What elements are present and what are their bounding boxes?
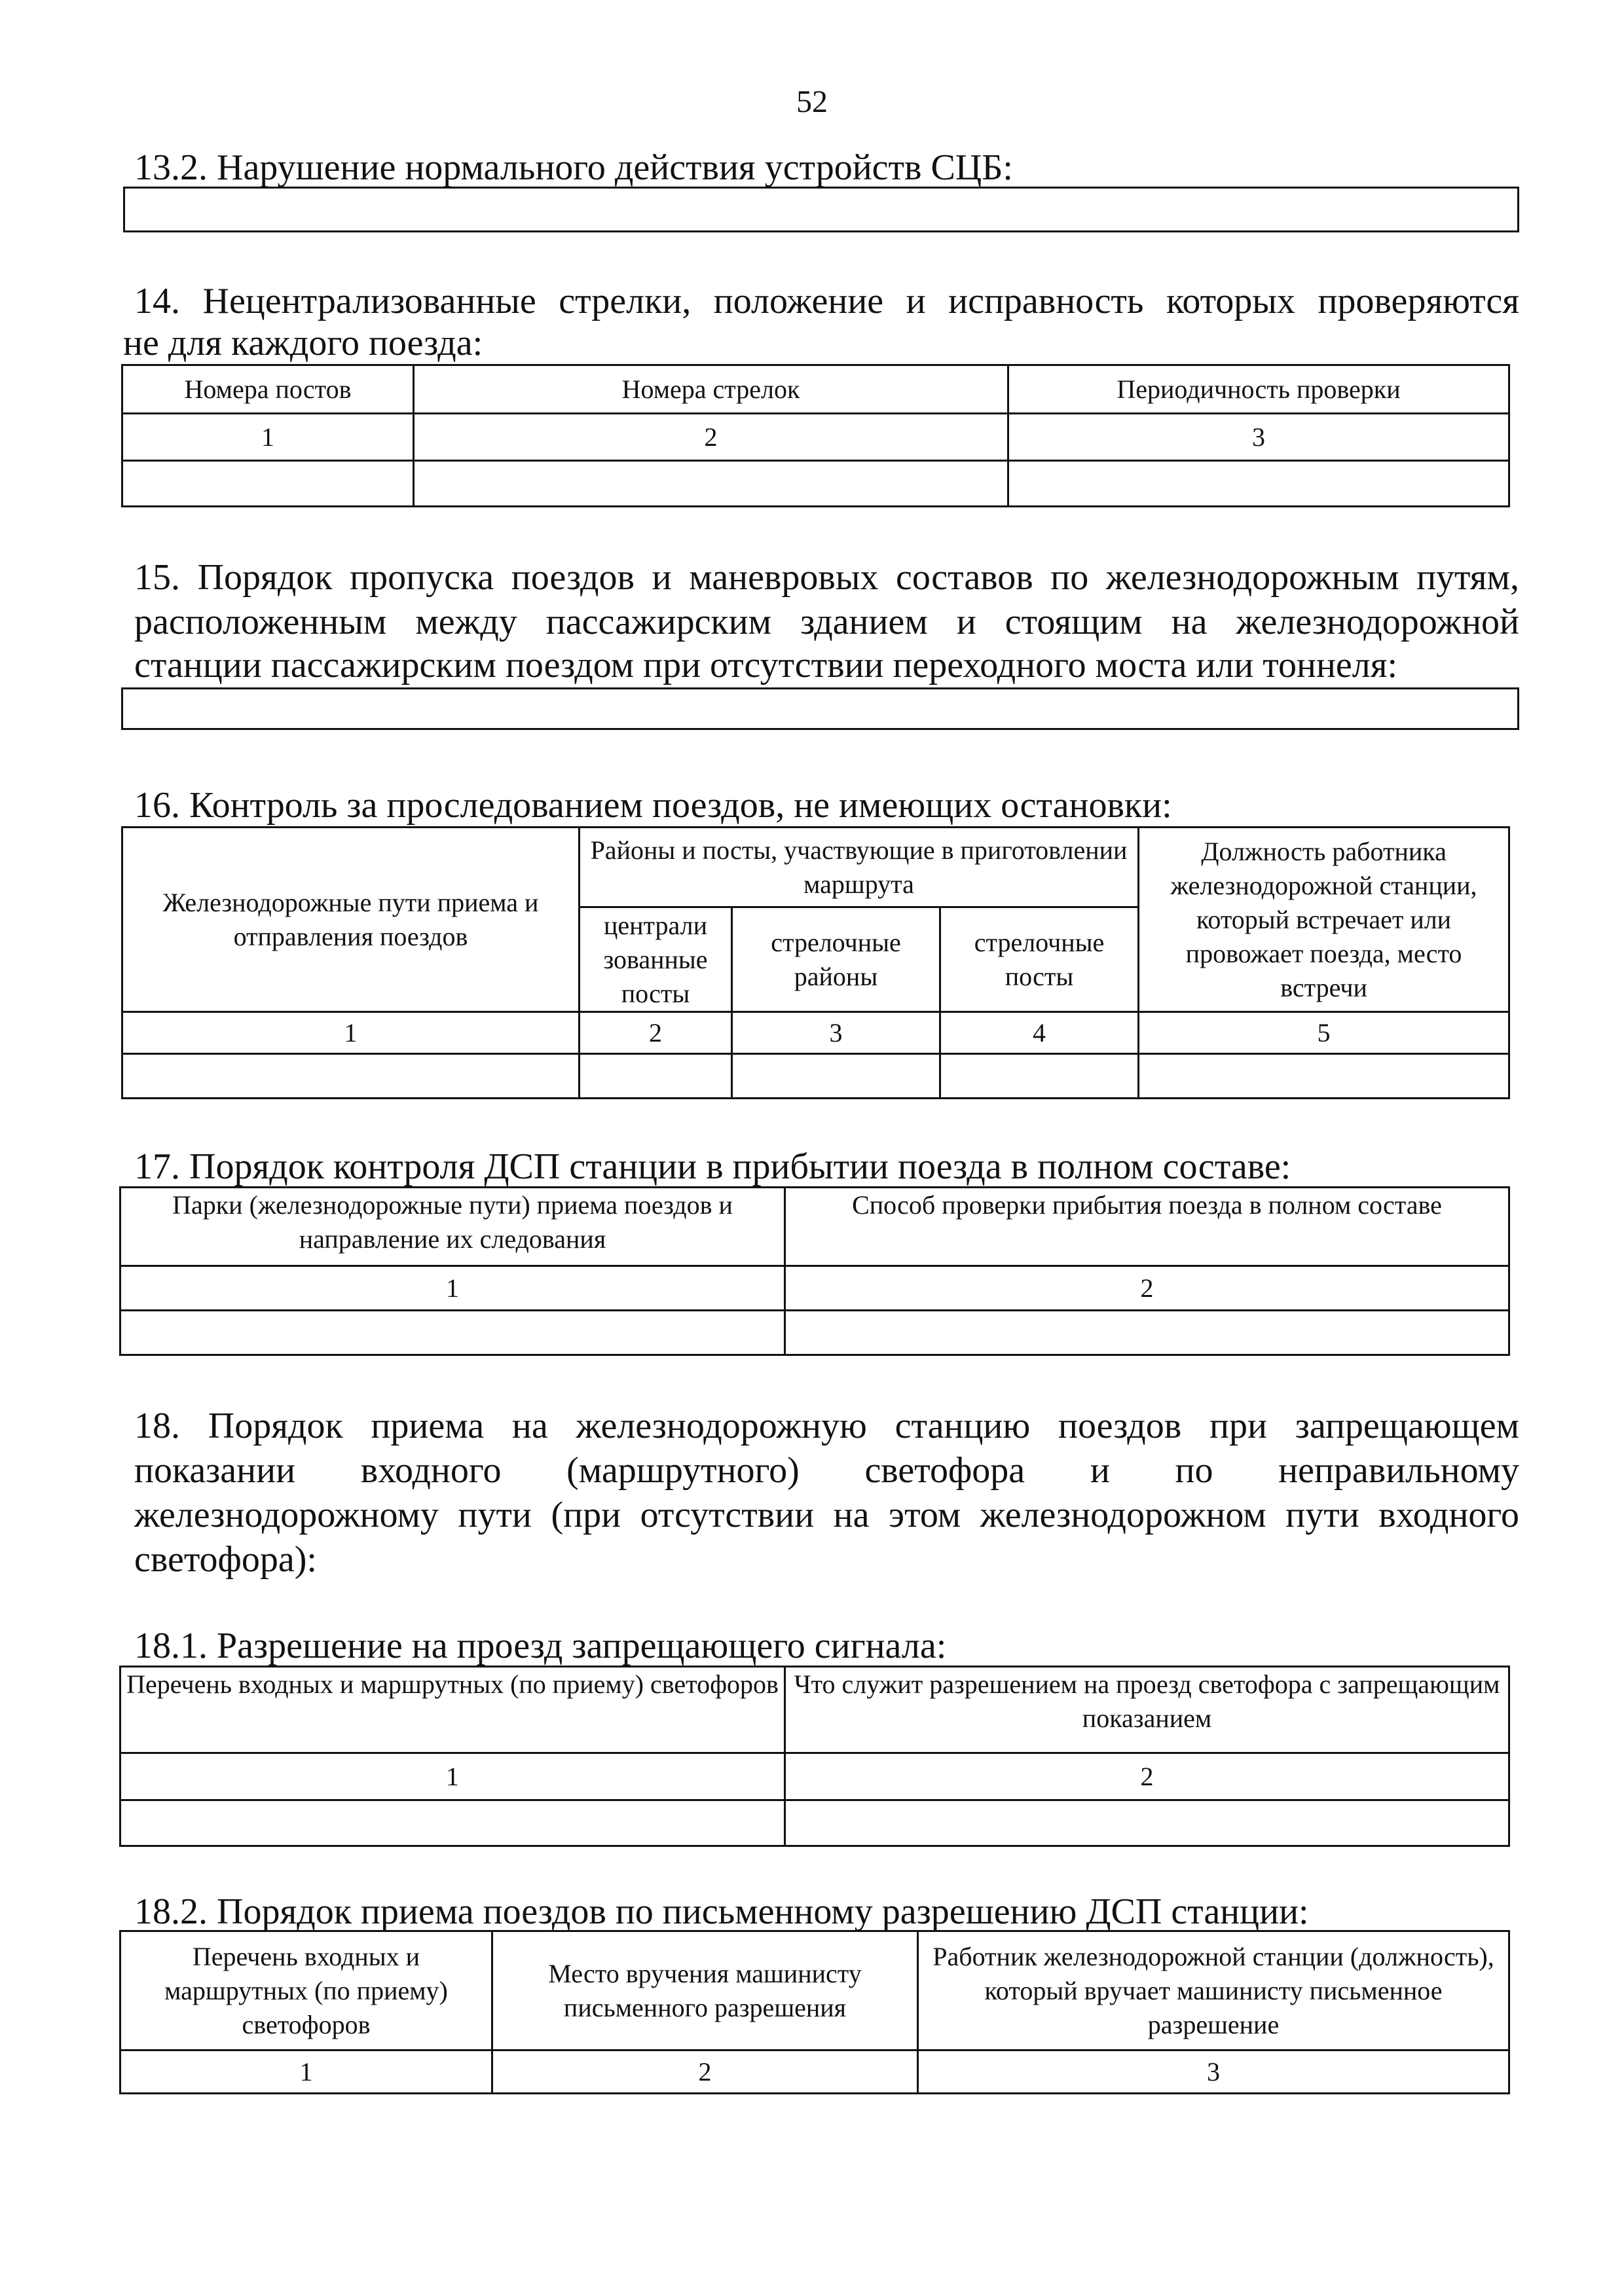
column-number: 4: [940, 1012, 1139, 1054]
section-18-line2: показании входного (маршрутного) светофора и по неправильному: [134, 1450, 1519, 1491]
table-cell[interactable]: [732, 1054, 940, 1099]
page-number: 52: [796, 84, 828, 119]
table-cell[interactable]: [940, 1054, 1139, 1099]
section-15-line2: расположенным между пассажирским зданием и стоящим на железнодорожной: [134, 602, 1519, 642]
section-13-2-entry-box[interactable]: [123, 187, 1519, 232]
section-18-line3: железнодорожному пути (при отсутствии на этом железнодорожном пути входного: [134, 1495, 1519, 1535]
section-14-heading-line1: 14. Нецентрализованные стрелки, положение и исправность которых проверяются: [134, 281, 1519, 321]
section-18-1-heading: 18.1. Разрешение на проезд запрещающего сигнала:: [134, 1626, 947, 1666]
table-cell[interactable]: [1139, 1054, 1509, 1099]
section-17-table: [119, 1186, 1510, 1356]
column-number: 2: [580, 1012, 732, 1054]
header-check-method: Способ проверки прибытия поезда в полном составе: [785, 1188, 1509, 1266]
section-18-1-table: [119, 1666, 1510, 1847]
table-cell[interactable]: [1008, 461, 1509, 507]
column-number: 5: [1139, 1012, 1509, 1054]
section-15-entry-box[interactable]: [121, 687, 1519, 730]
column-number: 1: [120, 1753, 785, 1800]
subheader-centralized-posts: централи зованные посты: [580, 907, 732, 1012]
column-number: 2: [785, 1753, 1509, 1800]
section-16-table: [121, 826, 1510, 1099]
table-cell[interactable]: [122, 461, 414, 507]
table-cell[interactable]: [122, 1054, 580, 1099]
section-13-2-heading: 13.2. Нарушение нормального действия устройств СЦБ:: [134, 147, 1013, 188]
column-number: 2: [785, 1266, 1509, 1311]
table-cell[interactable]: [580, 1054, 732, 1099]
subheader-switch-posts: стрелочные посты: [940, 907, 1139, 1012]
column-number: 2: [492, 2050, 918, 2094]
header-signals-list: Перечень входных и маршрутных (по приему) светофоров: [120, 1667, 785, 1753]
table-cell[interactable]: [120, 1800, 785, 1846]
table-cell[interactable]: [785, 1800, 1509, 1846]
column-number: 1: [120, 1266, 785, 1311]
header-employee-position: Должность работника железнодорожной станции, который встречает или провожает поезда, место встречи: [1139, 828, 1509, 1012]
section-15-line3: станции пассажирским поездом при отсутствии переходного моста или тоннеля:: [134, 645, 1398, 685]
section-16-heading: 16. Контроль за проследованием поездов, не имеющих остановки:: [134, 785, 1172, 826]
subheader-switch-districts: стрелочные районы: [732, 907, 940, 1012]
header-parks: Парки (железнодорожные пути) приема поездов и направление их следования: [120, 1188, 785, 1266]
section-14-table: [121, 364, 1510, 507]
column-number: 3: [732, 1012, 940, 1054]
column-number: 3: [1008, 414, 1509, 461]
header-switch-numbers: Номера стрелок: [414, 365, 1008, 414]
column-number: 2: [414, 414, 1008, 461]
header-post-numbers: Номера постов: [122, 365, 414, 414]
column-number: 3: [918, 2050, 1509, 2094]
header-signals-list: Перечень входных и маршрутных (по приему) светофоров: [120, 1931, 492, 2050]
header-tracks: Железнодорожные пути приема и отправления поездов: [122, 828, 580, 1012]
column-number: 1: [122, 1012, 580, 1054]
section-18-2-table: [119, 1930, 1510, 2094]
header-handover-employee: Работник железнодорожной станции (должность), который вручает машинисту письменное разрешение: [918, 1931, 1509, 2050]
section-18-line4: светофора):: [134, 1539, 317, 1580]
header-districts-posts: Районы и посты, участвующие в приготовлении маршрута: [580, 828, 1139, 907]
header-permission: Что служит разрешением на проезд светофора с запрещающим показанием: [785, 1667, 1509, 1753]
table-cell[interactable]: [120, 1311, 785, 1355]
table-cell[interactable]: [785, 1311, 1509, 1355]
table-cell[interactable]: [414, 461, 1008, 507]
column-number: 1: [122, 414, 414, 461]
column-number: 1: [120, 2050, 492, 2094]
section-14-heading-line2: не для каждого поезда:: [123, 323, 483, 363]
section-17-heading: 17. Порядок контроля ДСП станции в прибытии поезда в полном составе:: [134, 1146, 1291, 1187]
section-18-2-heading: 18.2. Порядок приема поездов по письменному разрешению ДСП станции:: [134, 1891, 1309, 1932]
header-handover-place: Место вручения машинисту письменного разрешения: [492, 1931, 918, 2050]
section-15-line1: 15. Порядок пропуска поездов и маневровых составов по железнодорожным путям,: [134, 557, 1519, 598]
section-18-line1: 18. Порядок приема на железнодорожную станцию поездов при запрещающем: [134, 1406, 1519, 1446]
header-check-frequency: Периодичность проверки: [1008, 365, 1509, 414]
